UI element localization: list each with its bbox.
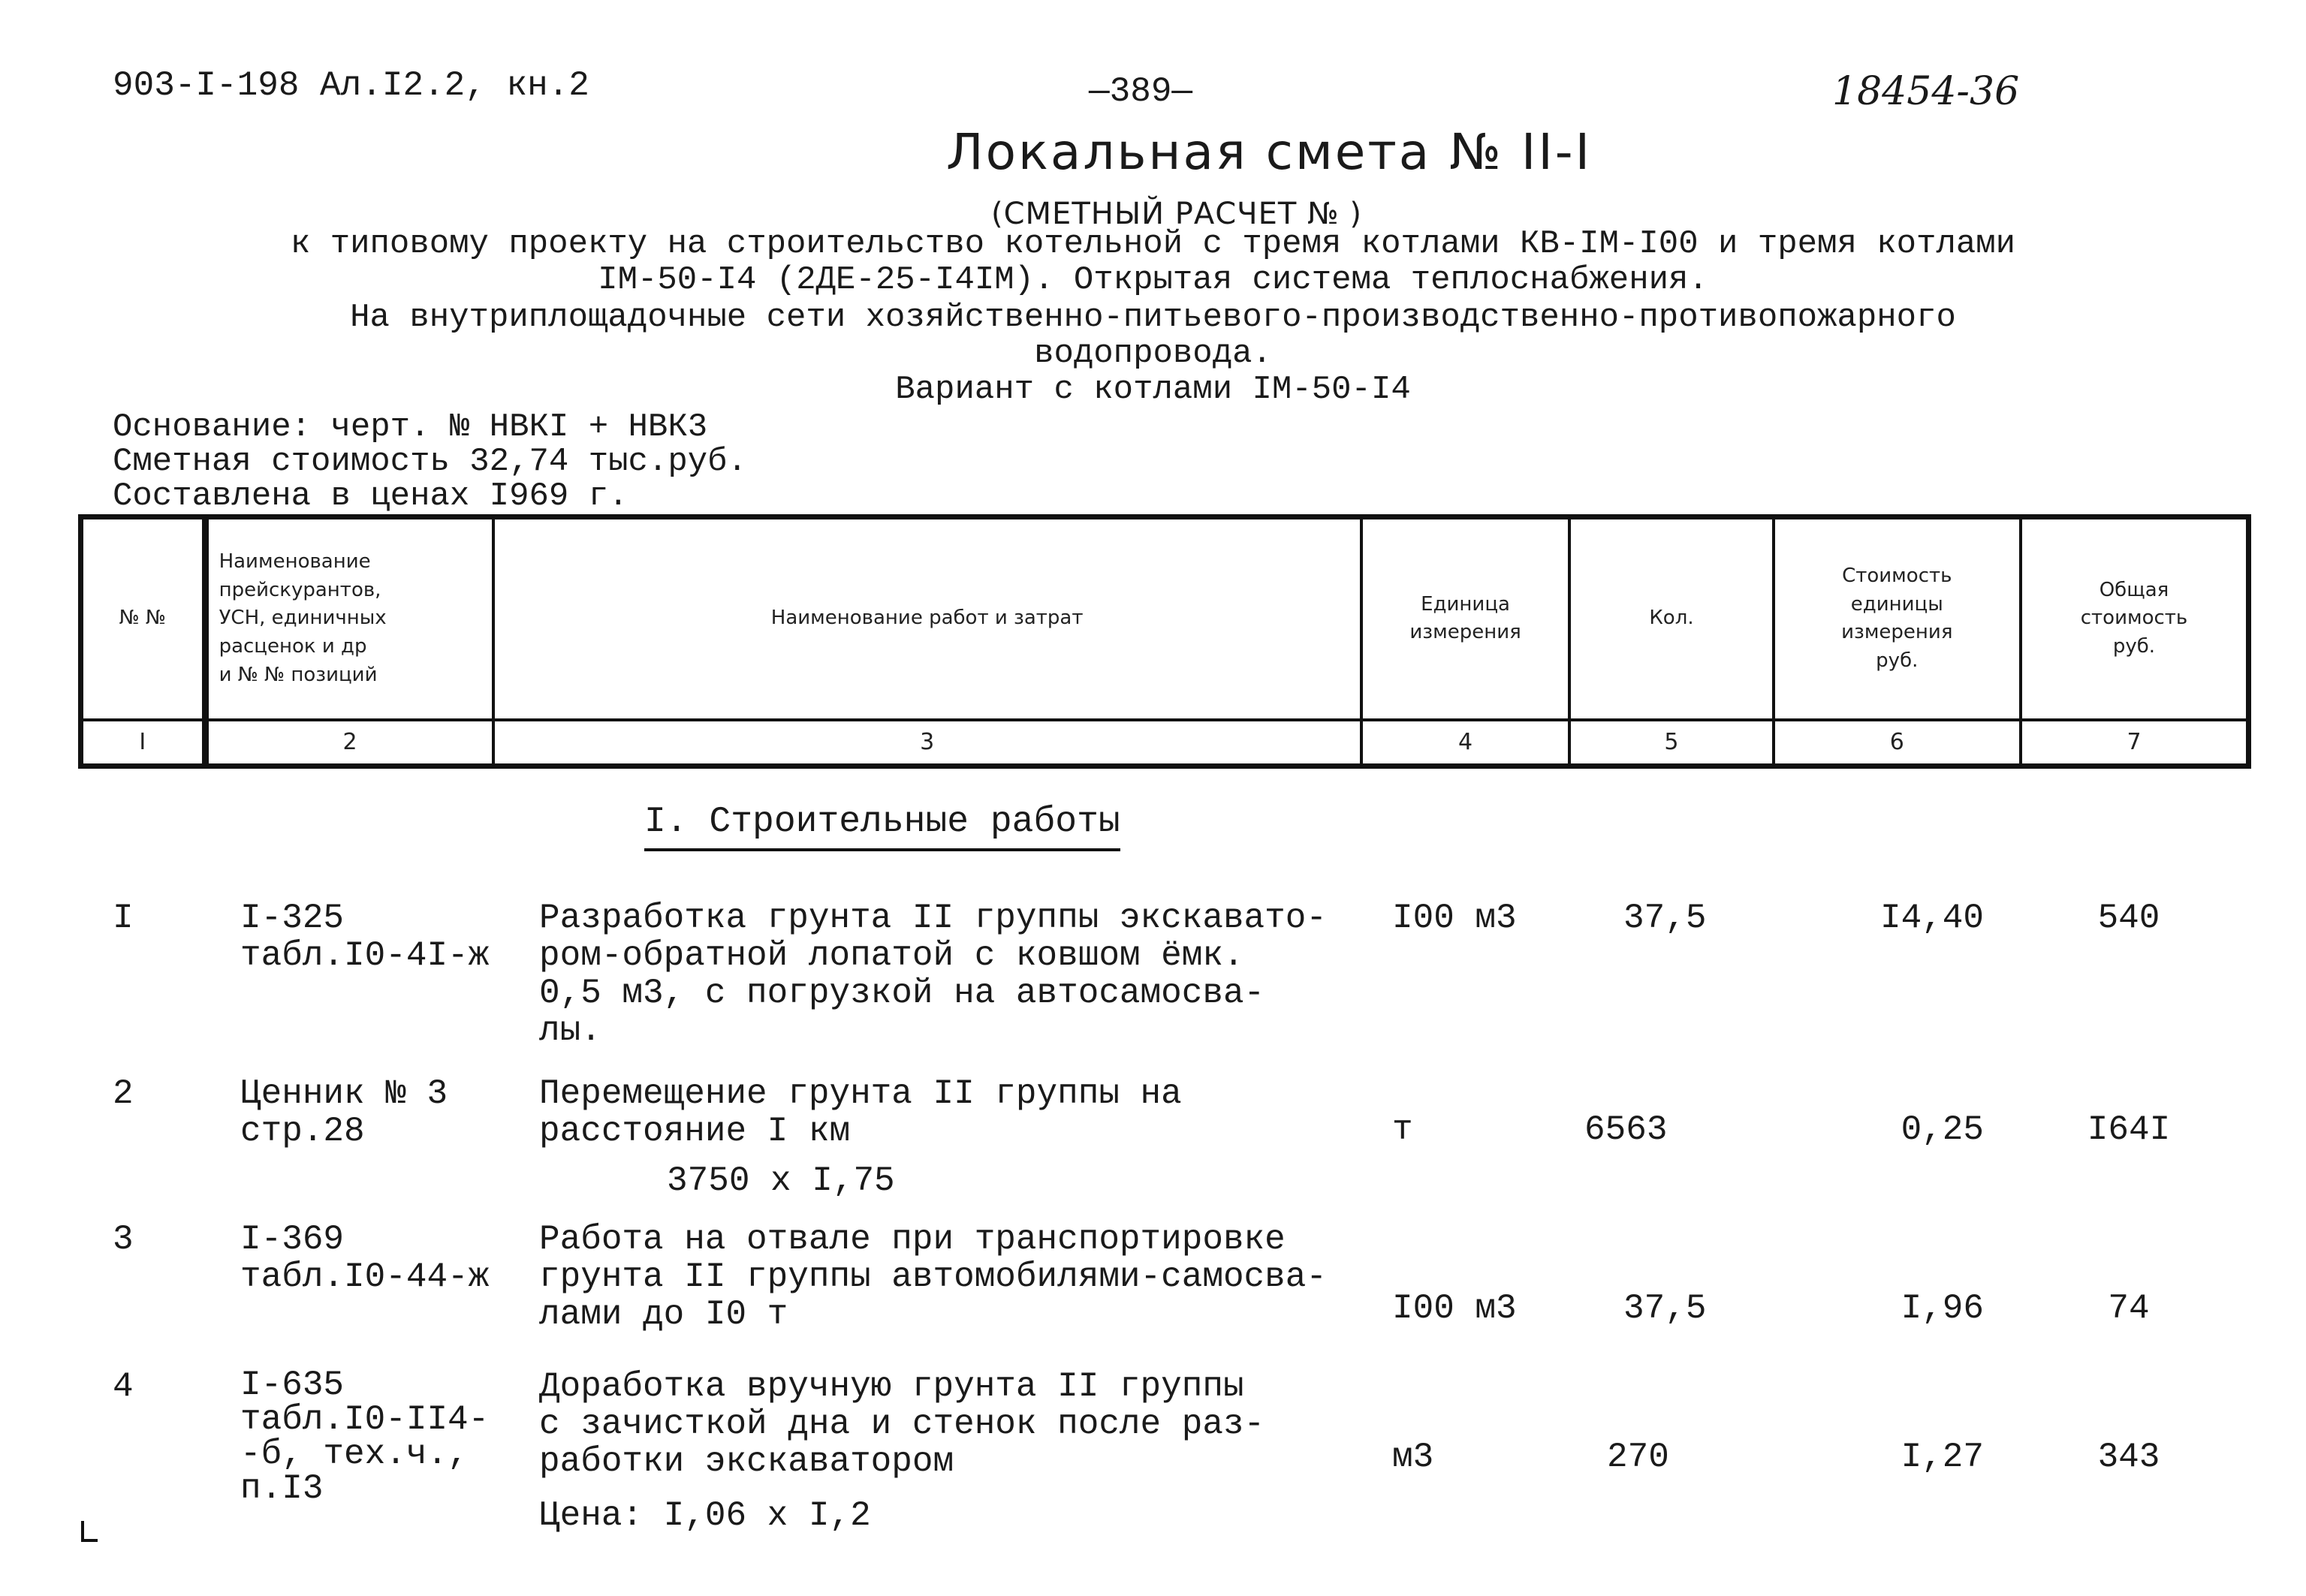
column-number-1: I [81,720,206,766]
column-number-6: 6 [1774,720,2021,766]
header-col-reference: Наименование прейскурантов, УСН, единичных расценок и др и № № позиций [205,517,493,720]
document-title: Локальная смета № II-I [946,123,1593,181]
document-subtitle: (СМЕТНЫЙ РАСЧЕТ № ) [991,197,1362,231]
row-reference: I-635 табл.I0-II4- -б, тех.ч., п.I3 [240,1366,490,1508]
row-number: 3 [113,1220,134,1259]
row-unit: I00 м3 [1392,899,1517,938]
column-number-4: 4 [1361,720,1570,766]
row-reference: I-369 табл.I0-44-ж [240,1220,490,1296]
column-number-7: 7 [2021,720,2249,766]
row-unit: т [1392,1110,1413,1149]
estimated-cost-line: Сметная стоимость 32,74 тыс.руб. [113,443,747,480]
header-col-number: № № [81,517,206,720]
column-number-2: 2 [205,720,493,766]
row-unit: I00 м3 [1392,1289,1517,1328]
column-number-3: 3 [493,720,1361,766]
page-number: —389— [1089,72,1193,111]
row-unit-cost: I4,40 [1879,899,1984,938]
description-line-1: к типовому проекту на строительство котельной с тремя котлами КВ-IМ-I00 и тремя котлами [290,225,2016,263]
basis-line: Основание: черт. № НВКI + НВК3 [113,408,708,446]
row-work-name: Доработка вручную грунта II группы с зачисткой дна и стенок после раз- работки экскаватором [539,1367,1265,1481]
handwritten-doc-id: 18454-36 [1832,69,2020,114]
header-col-total-cost: Общая стоимость руб. [2021,517,2249,720]
row-work-name: Работа на отвале при транспортировке грунта II группы автомобилями-самосва- лами до I0 т [539,1220,1327,1334]
row-unit: м3 [1392,1438,1434,1477]
description-line-4: водопровода. [1034,335,1272,372]
row-total-cost: 74 [2108,1289,2150,1328]
row-total-cost: 540 [2097,899,2160,938]
header-col-unit-cost: Стоимость единицы измерения руб. [1774,517,2021,720]
row-number: I [113,899,134,938]
column-number-5: 5 [1569,720,1773,766]
header-col-work-name: Наименование работ и затрат [493,517,1361,720]
row-quantity: 270 [1607,1438,1669,1477]
row-quantity: 37,5 [1623,899,1707,938]
row-work-name: Разработка грунта II группы экскавато- ром-обратной лопатой с ковшом ёмк. 0,5 м3, с погрузкой на автосамосва- лы. [539,899,1327,1050]
price-level-line: Составлена в ценах I969 г. [113,477,628,515]
corner-crop-mark [81,1521,98,1542]
row-total-cost: 343 [2097,1438,2160,1477]
row-total-cost: I64I [2087,1110,2171,1149]
row-calculation: 3750 x I,75 [667,1161,895,1200]
row-unit-cost: 0,25 [1901,1110,1984,1149]
row-number: 4 [113,1367,134,1406]
description-line-3: На внутриплощадочные сети хозяйственно-питьевого-производственно-противопожарного [350,299,1956,336]
header-col-unit: Единица измерения [1361,517,1570,720]
row-calculation: Цена: I,06 x I,2 [539,1496,871,1535]
document-code: 903-I-198 Ал.I2.2, кн.2 [113,66,589,105]
section-title: I. Строительные работы [644,802,1120,842]
row-unit-cost: I,96 [1901,1289,1984,1328]
description-line-2: IМ-50-I4 (2ДЕ-25-I4IМ). Открытая система теплоснабжения. [598,261,1708,299]
row-unit-cost: I,27 [1901,1438,1984,1477]
row-work-name: Перемещение грунта II группы на расстояние I км [539,1074,1182,1151]
row-reference: Ценник № 3 стр.28 [240,1074,448,1151]
row-quantity: 6563 [1584,1110,1668,1149]
header-col-quantity: Кол. [1569,517,1773,720]
row-quantity: 37,5 [1623,1289,1707,1328]
row-reference: I-325 табл.I0-4I-ж [240,899,490,975]
estimate-header-table [78,514,2251,769]
row-number: 2 [113,1074,134,1113]
description-line-5: Вариант с котлами IМ-50-I4 [895,371,1411,408]
